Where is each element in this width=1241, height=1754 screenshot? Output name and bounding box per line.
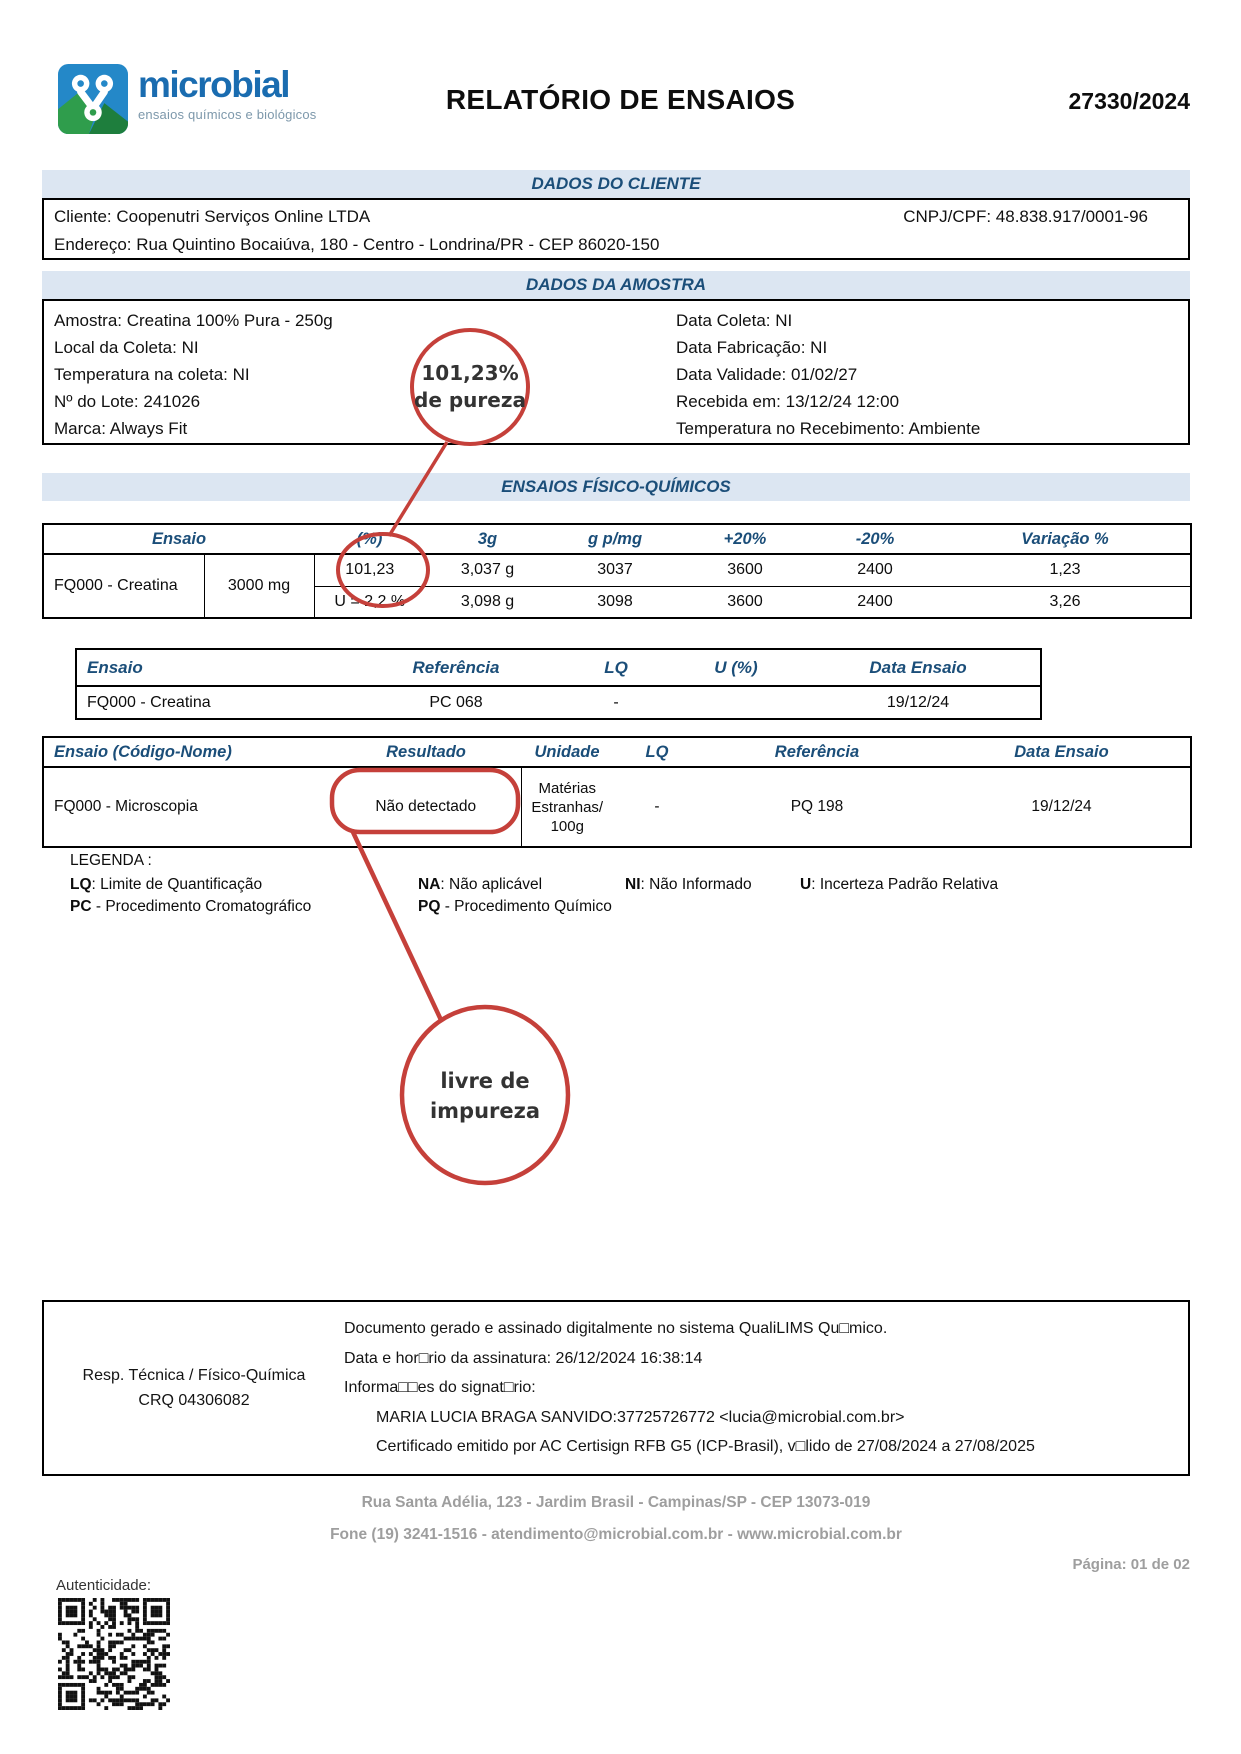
microscopy-row — [43, 767, 1191, 847]
sample-right-column — [676, 307, 980, 442]
col-lq: LQ — [556, 649, 676, 686]
footer-address: Rua Santa Adélia, 123 - Jardim Brasil - Campinas/SP - CEP 13073-019 — [361, 1494, 871, 1511]
microscopy-header-row — [43, 737, 1191, 767]
cell-plus20-1: 3600 — [727, 561, 763, 579]
cell-percent-2: U = 2,2 % — [314, 586, 425, 618]
sample-lote: Nº do Lote: 241026 — [54, 392, 201, 411]
cell-data-ensaio: 19/12/24 — [886, 693, 950, 711]
col-variacao: Variação % — [940, 524, 1191, 554]
page-number: Página: 01 de 02 — [1072, 1556, 1190, 1573]
sample-box — [42, 299, 1190, 445]
legend-pq: PQ - Procedimento Químico — [418, 898, 612, 915]
impurity-annotation: livre de impureza — [429, 1069, 541, 1123]
cell-ensaio: FQ000 - Creatina — [87, 693, 211, 711]
col-gpmg: g p/mg — [550, 524, 680, 554]
cell-dose: 3000 mg — [204, 554, 314, 618]
logo-tagline: ensaios químicos e biológicos — [138, 107, 317, 122]
reference-row — [76, 686, 1041, 719]
col-resultado: Resultado — [331, 737, 521, 767]
cell-lq: - — [654, 798, 660, 815]
cell-plus20-2: 3600 — [680, 586, 810, 618]
signature-signer: MARIA LUCIA BRAGA SANVIDO:37725726772 <lucia@microbial.com.br> — [376, 1408, 905, 1426]
signature-box — [42, 1300, 1190, 1476]
cell-variacao-1: 1,23 — [1049, 561, 1081, 579]
cell-u — [676, 686, 796, 719]
signature-line-3: Informa□□es do signat□rio: — [344, 1379, 536, 1397]
col-percent: (%) — [314, 524, 425, 554]
cell-unidade: Matérias Estranhas/ 100g — [521, 767, 613, 847]
signature-line-2: Data e hor□rio da assinatura: 26/12/2024 16:38:14 — [344, 1349, 703, 1367]
physico-header-row — [43, 524, 1191, 554]
signature-responsible — [44, 1363, 344, 1413]
signature-details — [344, 1314, 1188, 1462]
legend-ni: NI: Não Informado — [625, 876, 752, 893]
client-address: Endereço: Rua Quintino Bocaiúva, 180 - Centro - Londrina/PR - CEP 86020-150 — [54, 235, 660, 254]
cell-variacao-2: 3,26 — [940, 586, 1191, 618]
legend — [70, 852, 1180, 922]
reference-table — [75, 648, 1042, 720]
sample-marca: Marca: Always Fit — [54, 419, 188, 438]
col-ensaio: Ensaio — [43, 524, 314, 554]
client-box — [42, 198, 1190, 260]
cell-3g-2: 3,098 g — [425, 586, 550, 618]
legend-na: NA: Não aplicável — [418, 876, 543, 893]
cell-percent-1: 101,23 — [345, 561, 395, 579]
sample-data-validade: Data Validade: 01/02/27 — [676, 365, 858, 384]
cell-lq: - — [613, 693, 619, 711]
client-name: Cliente: Coopenutri Serviços Online LTDA — [54, 207, 371, 226]
col-lq: LQ — [613, 737, 701, 767]
col-codigo-nome: Ensaio (Código-Nome) — [43, 737, 331, 767]
legend-title: LEGENDA : — [70, 852, 152, 869]
responsible-title: Resp. Técnica / Físico-Química — [82, 1367, 306, 1384]
sample-data-coleta: Data Coleta: NI — [676, 311, 793, 330]
col-plus20: +20% — [680, 524, 810, 554]
microscopy-table — [42, 736, 1192, 848]
section-band-amostra: DADOS DA AMOSTRA — [42, 271, 1190, 299]
legend-u: U: Incerteza Padrão Relativa — [800, 876, 999, 893]
cell-gpmg-1: 3037 — [597, 561, 633, 579]
physico-row-1 — [43, 554, 1191, 586]
legend-lq: LQ: Limite de Quantificação — [70, 876, 263, 893]
col-minus20: -20% — [810, 524, 940, 554]
section-band-cliente: DADOS DO CLIENTE — [42, 170, 1190, 198]
sample-temp-recebimento: Temperatura no Recebimento: Ambiente — [676, 419, 981, 438]
cell-gpmg-2: 3098 — [550, 586, 680, 618]
authenticity-label: Autenticidade: — [56, 1577, 152, 1594]
sample-temp-coleta: Temperatura na coleta: NI — [54, 365, 250, 384]
responsible-crq: CRQ 04306082 — [138, 1392, 250, 1409]
col-3g: 3g — [425, 524, 550, 554]
sample-local: Local da Coleta: NI — [54, 338, 199, 357]
cell-referencia: PQ 198 — [790, 798, 844, 815]
section-band-fisico-quimicos: ENSAIOS FÍSICO-QUÍMICOS — [42, 473, 1190, 501]
cell-resultado: Não detectado — [375, 798, 477, 815]
col-ensaio: Ensaio — [76, 649, 356, 686]
page-title: RELATÓRIO DE ENSAIOS — [445, 84, 796, 115]
client-cnpj: CNPJ/CPF: 48.838.917/0001-96 — [903, 207, 1148, 226]
cell-3g-1: 3,037 g — [460, 561, 515, 579]
cell-ensaio: FQ000 - Creatina — [43, 554, 204, 618]
sample-recebida-em: Recebida em: 13/12/24 12:00 — [676, 392, 900, 411]
report-number: 27330/2024 — [1068, 88, 1190, 114]
cell-referencia: PC 068 — [429, 693, 483, 711]
qr-code — [58, 1598, 170, 1710]
footer-contact: Fone (19) 3241-1516 - atendimento@microbial.com.br - www.microbial.com.br — [330, 1526, 902, 1543]
sample-amostra: Amostra: Creatina 100% Pura - 250g — [54, 311, 333, 330]
physico-table — [42, 523, 1192, 619]
col-data-ensaio: Data Ensaio — [933, 737, 1191, 767]
cell-codigo-nome: FQ000 - Microscopia — [54, 798, 198, 815]
col-data-ensaio: Data Ensaio — [796, 649, 1041, 686]
cell-minus20-1: 2400 — [857, 561, 893, 579]
legend-pc: PC - Procedimento Cromatográfico — [70, 898, 312, 915]
signature-line-1: Documento gerado e assinado digitalmente no sistema QualiLIMS Qu□mico. — [344, 1320, 888, 1338]
purity-annotation: 101,23% de pureza — [414, 361, 526, 412]
sample-data-fabricacao: Data Fabricação: NI — [676, 338, 828, 357]
col-unidade: Unidade — [521, 737, 613, 767]
col-u: U (%) — [676, 649, 796, 686]
col-referencia: Referência — [356, 649, 556, 686]
col-referencia: Referência — [701, 737, 933, 767]
client-row — [54, 203, 1178, 231]
logo-name: microbial — [138, 64, 289, 105]
signature-certificate: Certificado emitido por AC Certisign RFB G5 (ICP-Brasil), v□lido de 27/08/2024 a 27/08/2025 — [376, 1438, 1035, 1456]
reference-header-row — [76, 649, 1041, 686]
cell-minus20-2: 2400 — [810, 586, 940, 618]
cell-data-ensaio: 19/12/24 — [1031, 798, 1092, 815]
